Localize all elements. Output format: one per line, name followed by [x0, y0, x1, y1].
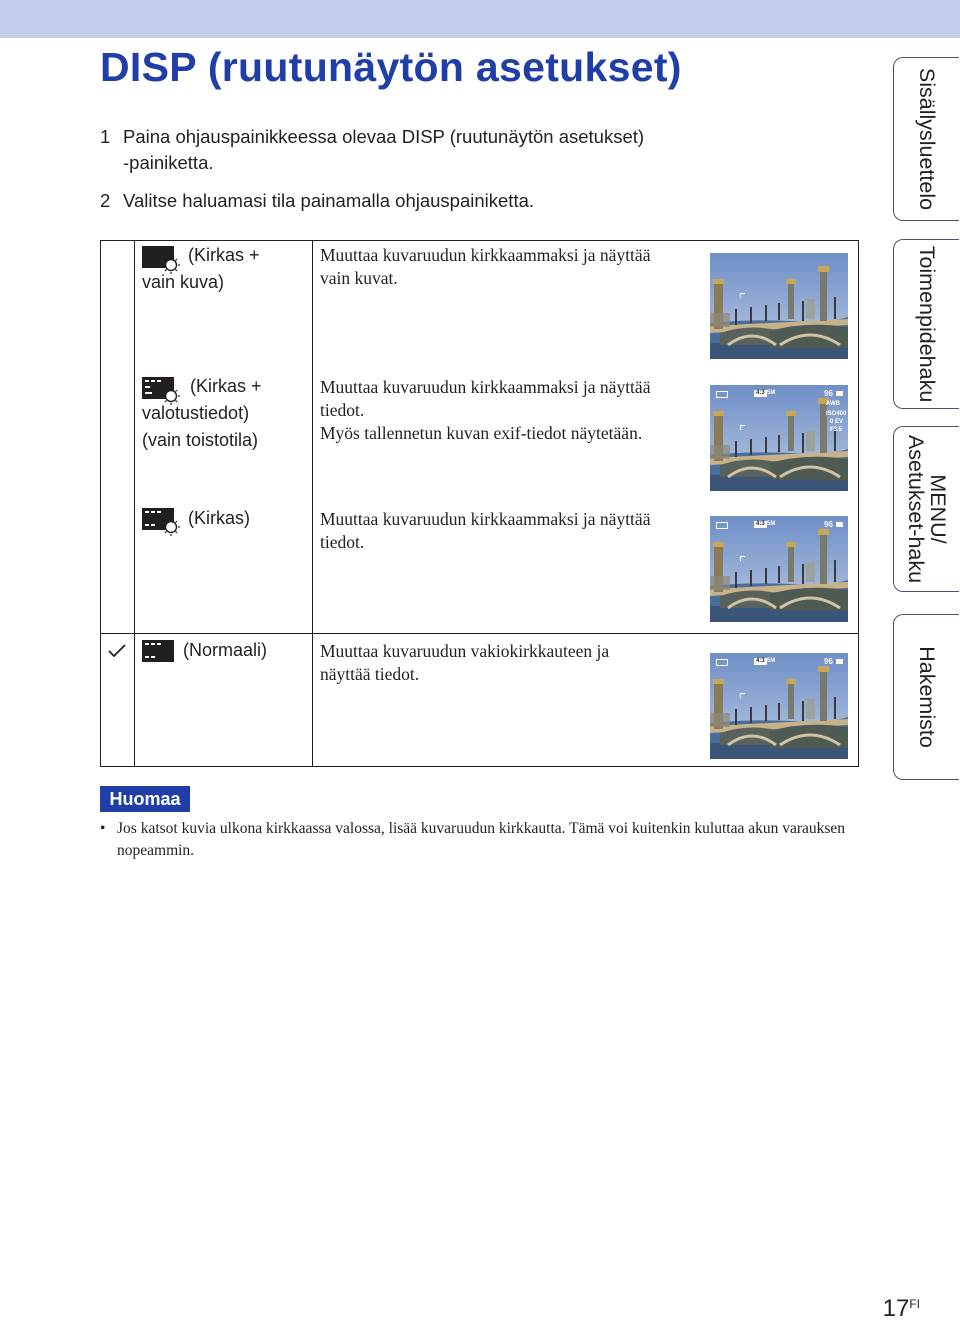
mode-label-line: vain kuva) — [142, 272, 225, 292]
battery-icon — [716, 391, 728, 398]
desc-line: tiedot. — [320, 532, 365, 552]
screen-preview-bright-exposure-info — [710, 385, 848, 491]
page-title: DISP (ruutunäytön asetukset) — [100, 44, 682, 90]
af-frame-corner — [740, 425, 745, 430]
aspect-ratio-badge: 4:3 — [756, 390, 765, 396]
table-border — [100, 766, 859, 767]
bridge-photo — [710, 253, 848, 359]
tab-sisallysluettelo[interactable] — [893, 57, 959, 221]
mode-label-line: (Kirkas + — [188, 245, 260, 265]
battery-icon — [716, 659, 728, 666]
step-text: Paina ohjauspainikkeessa olevaa DISP (ruutunäytön asetukset) — [123, 126, 645, 147]
exposure-label: 0 EV — [830, 419, 844, 425]
desc-line: tiedot. — [320, 400, 365, 420]
af-frame-corner — [740, 556, 745, 561]
aperture-label: F3.5 — [830, 427, 843, 433]
bridge-photo — [710, 653, 848, 759]
tab-label-line: Asetukset-haku — [903, 434, 928, 584]
note-heading: Huomaa — [100, 786, 190, 812]
battery-icon — [716, 522, 728, 529]
image-size-label: 5M — [767, 390, 776, 396]
memory-card-icon — [836, 659, 843, 664]
desc-line: vain kuvat. — [320, 268, 398, 288]
desc-line: Muuttaa kuvaruudun kirkkaammaksi ja näyttää — [320, 245, 651, 265]
tab-hakemisto[interactable] — [893, 614, 959, 780]
memory-card-icon — [836, 522, 843, 527]
iso-label: ISO400 — [826, 411, 847, 417]
mode-description — [320, 244, 700, 290]
page-number-value: 17 — [882, 1295, 910, 1322]
tab-toimenpidehaku[interactable] — [893, 239, 959, 409]
bright-icon — [142, 506, 182, 536]
tab-label-line: MENU/ — [925, 474, 950, 544]
tab-label: Sisällysluettelo — [914, 67, 939, 211]
step-1 — [100, 124, 644, 176]
memory-card-icon — [836, 391, 843, 396]
mode-description — [320, 508, 700, 554]
note-body — [100, 818, 860, 862]
image-size-label: 5M — [767, 658, 776, 664]
desc-line: Muuttaa kuvaruudun kirkkaammaksi ja näyttää — [320, 377, 651, 397]
tab-label: Toimenpidehaku — [914, 245, 939, 403]
aspect-ratio-badge: 4:3 — [756, 658, 765, 664]
page-language: FI — [909, 1297, 920, 1311]
note-text: Jos katsot kuvia ulkona kirkkaassa valossa, lisää kuvaruudun kirkkautta. Tämä voi kuitenkin kuluttaa akun varauksen nopeammin. — [117, 820, 846, 859]
step-2 — [100, 188, 534, 214]
mode-description — [320, 640, 700, 686]
note-bullet: • — [100, 820, 106, 837]
bridge-photo — [710, 516, 848, 622]
page-number — [883, 1295, 920, 1323]
mode-label-line: valotustiedot) — [142, 403, 250, 423]
mode-description — [320, 376, 700, 445]
table-divider — [134, 240, 135, 767]
desc-line: Myös tallennetun kuvan exif-tiedot näytetään. — [320, 423, 643, 443]
top-banner — [0, 0, 960, 38]
step-text: Valitse haluamasi tila painamalla ohjauspainiketta. — [123, 190, 535, 211]
tab-label: Hakemisto — [914, 646, 939, 748]
white-balance-label: AWB — [826, 401, 840, 407]
image-count: 96 — [824, 389, 833, 398]
normal-icon — [142, 638, 176, 666]
desc-line: näyttää tiedot. — [320, 664, 420, 684]
table-border — [858, 240, 859, 767]
image-count: 96 — [824, 520, 833, 529]
mode-label-line: (Kirkas + — [190, 376, 262, 396]
table-divider — [312, 240, 313, 767]
mode-label-line: (Normaali) — [183, 640, 268, 660]
tab-menu-asetukset-haku[interactable] — [893, 426, 959, 592]
image-size-label: 5M — [767, 521, 776, 527]
desc-line: Muuttaa kuvaruudun vakiokirkkauteen ja — [320, 641, 610, 661]
af-frame-corner — [740, 293, 745, 298]
screen-preview-normal — [710, 653, 848, 759]
step-number: 2 — [100, 190, 111, 211]
step-number: 1 — [100, 126, 111, 147]
image-count: 96 — [824, 657, 833, 666]
table-border — [100, 240, 859, 241]
table-border — [100, 240, 101, 767]
step-text-cont: -painiketta. — [123, 152, 214, 173]
mode-label-line: (Kirkas) — [188, 508, 250, 528]
screen-preview-bright-image-only — [710, 253, 848, 359]
aspect-ratio-badge: 4:3 — [756, 521, 765, 527]
mode-label-line: (vain toistotila) — [142, 430, 259, 450]
tab-label — [905, 435, 949, 583]
desc-line: Muuttaa kuvaruudun kirkkaammaksi ja näyttää — [320, 509, 651, 529]
table-divider — [100, 633, 859, 634]
af-frame-corner — [740, 693, 745, 698]
checkmark-icon — [107, 643, 127, 659]
screen-preview-bright — [710, 516, 848, 622]
